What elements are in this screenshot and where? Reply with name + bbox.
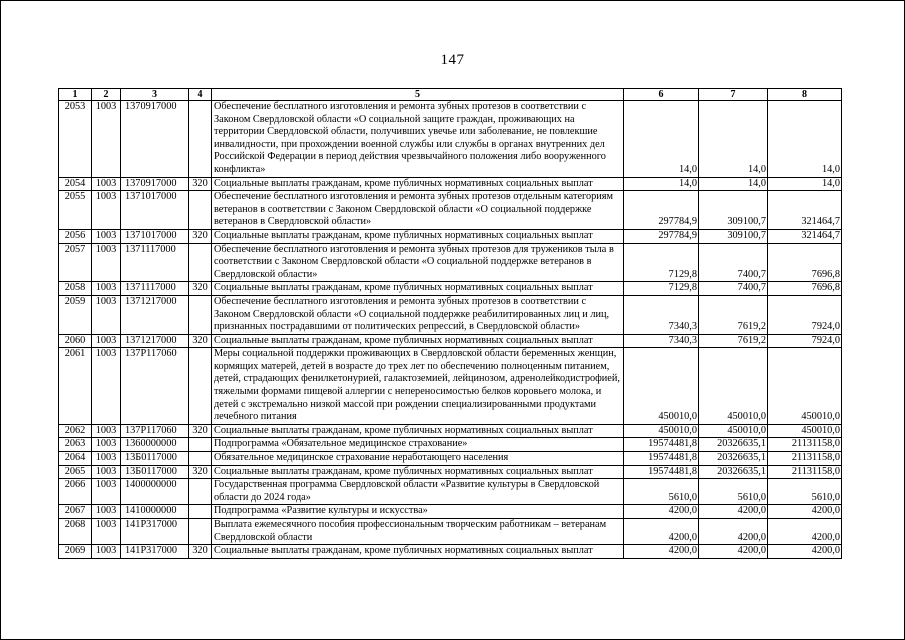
- table-row: [59, 438, 842, 452]
- description-cell: Выплата ежемесячного пособия профессиональным творческим работникам – ветеранам Свердловской области: [212, 519, 624, 545]
- amount-year3-cell: 450010,0: [768, 348, 842, 425]
- row-number-cell: 2063: [59, 438, 92, 452]
- amount-year1-cell: 297784,9: [624, 229, 699, 243]
- description-cell: Подпрограмма «Развитие культуры и искусства»: [212, 505, 624, 519]
- section-code-cell: 1003: [92, 348, 121, 425]
- row-number-cell: 2065: [59, 465, 92, 479]
- row-number-cell: 2055: [59, 191, 92, 230]
- section-code-cell: 1003: [92, 191, 121, 230]
- table-row: [59, 519, 842, 545]
- amount-year3-cell: 7696,8: [768, 243, 842, 282]
- amount-year1-cell: 7340,3: [624, 334, 699, 348]
- amount-year3-cell: 7924,0: [768, 295, 842, 334]
- section-code-cell: 1003: [92, 243, 121, 282]
- amount-year2-cell: 4200,0: [699, 545, 768, 559]
- target-article-cell: 1371217000: [121, 334, 189, 348]
- amount-year3-cell: 21131158,0: [768, 438, 842, 452]
- table-row: [59, 348, 842, 425]
- amount-year1-cell: 5610,0: [624, 479, 699, 505]
- target-article-cell: 141P317000: [121, 545, 189, 559]
- row-number-cell: 2067: [59, 505, 92, 519]
- amount-year2-cell: 20326635,1: [699, 438, 768, 452]
- section-code-cell: 1003: [92, 424, 121, 438]
- amount-year1-cell: 4200,0: [624, 519, 699, 545]
- row-number-cell: 2066: [59, 479, 92, 505]
- expense-type-cell: 320: [189, 177, 212, 191]
- target-article-cell: 1360000000: [121, 438, 189, 452]
- amount-year2-cell: 7619,2: [699, 334, 768, 348]
- amount-year3-cell: 21131158,0: [768, 465, 842, 479]
- description-cell: Обеспечение бесплатного изготовления и ремонта зубных протезов в соответствии с Законом Свердловской области «О социальной защите граждан, проживающих на территории Свердловской области, получивших увечье или заболевание, не повлекшие инвалидности, при прохождении военной службы или службы в органах внутренних дел Российской Федерации в период действия чрезвычайного положения либо вооруженного конфликта»: [212, 101, 624, 178]
- amount-year1-cell: 7129,8: [624, 282, 699, 296]
- amount-year1-cell: 4200,0: [624, 505, 699, 519]
- description-cell: Обеспечение бесплатного изготовления и ремонта зубных протезов для тружеников тыла в соответствии с Законом Свердловской области «О социальной поддержке ветеранов в Свердловской области»: [212, 243, 624, 282]
- table-row: [59, 101, 842, 178]
- row-number-cell: 2059: [59, 295, 92, 334]
- row-number-cell: 2069: [59, 545, 92, 559]
- description-cell: Социальные выплаты гражданам, кроме публичных нормативных социальных выплат: [212, 545, 624, 559]
- header-cell: 7: [699, 89, 768, 101]
- target-article-cell: 1371017000: [121, 229, 189, 243]
- amount-year1-cell: 14,0: [624, 101, 699, 178]
- amount-year2-cell: 4200,0: [699, 519, 768, 545]
- page-number: 147: [440, 52, 465, 68]
- amount-year1-cell: 7340,3: [624, 295, 699, 334]
- table-row: [59, 424, 842, 438]
- target-article-cell: 1400000000: [121, 479, 189, 505]
- target-article-cell: 1410000000: [121, 505, 189, 519]
- amount-year3-cell: 14,0: [768, 177, 842, 191]
- table-row: [59, 295, 842, 334]
- section-code-cell: 1003: [92, 334, 121, 348]
- section-code-cell: 1003: [92, 438, 121, 452]
- expense-type-cell: 320: [189, 545, 212, 559]
- table-row: [59, 334, 842, 348]
- section-code-cell: 1003: [92, 229, 121, 243]
- table-row: [59, 229, 842, 243]
- amount-year3-cell: 450010,0: [768, 424, 842, 438]
- section-code-cell: 1003: [92, 479, 121, 505]
- description-cell: Социальные выплаты гражданам, кроме публичных нормативных социальных выплат: [212, 282, 624, 296]
- amount-year1-cell: 14,0: [624, 177, 699, 191]
- target-article-cell: 1371117000: [121, 243, 189, 282]
- table-row: [59, 243, 842, 282]
- amount-year2-cell: 20326635,1: [699, 465, 768, 479]
- expense-type-cell: [189, 191, 212, 230]
- amount-year1-cell: 19574481,8: [624, 438, 699, 452]
- target-article-cell: 1370917000: [121, 101, 189, 178]
- expense-type-cell: [189, 479, 212, 505]
- amount-year3-cell: 321464,7: [768, 191, 842, 230]
- section-code-cell: 1003: [92, 519, 121, 545]
- target-article-cell: 141P317000: [121, 519, 189, 545]
- expense-type-cell: [189, 505, 212, 519]
- amount-year1-cell: 7129,8: [624, 243, 699, 282]
- target-article-cell: 137P117060: [121, 348, 189, 425]
- amount-year3-cell: 7924,0: [768, 334, 842, 348]
- amount-year1-cell: 450010,0: [624, 348, 699, 425]
- description-cell: Социальные выплаты гражданам, кроме публичных нормативных социальных выплат: [212, 177, 624, 191]
- row-number-cell: 2064: [59, 452, 92, 466]
- description-cell: Социальные выплаты гражданам, кроме публичных нормативных социальных выплат: [212, 424, 624, 438]
- section-code-cell: 1003: [92, 177, 121, 191]
- section-code-cell: 1003: [92, 101, 121, 178]
- description-cell: Обязательное медицинское страхование неработающего населения: [212, 452, 624, 466]
- section-code-cell: 1003: [92, 505, 121, 519]
- amount-year3-cell: 14,0: [768, 101, 842, 178]
- amount-year3-cell: 7696,8: [768, 282, 842, 296]
- table-row: [59, 465, 842, 479]
- description-cell: Социальные выплаты гражданам, кроме публичных нормативных социальных выплат: [212, 334, 624, 348]
- row-number-cell: 2056: [59, 229, 92, 243]
- expense-type-cell: [189, 438, 212, 452]
- table-row: [59, 479, 842, 505]
- row-number-cell: 2053: [59, 101, 92, 178]
- amount-year1-cell: 19574481,8: [624, 465, 699, 479]
- row-number-cell: 2057: [59, 243, 92, 282]
- header-cell: 4: [189, 89, 212, 101]
- section-code-cell: 1003: [92, 452, 121, 466]
- amount-year2-cell: 309100,7: [699, 229, 768, 243]
- description-cell: Меры социальной поддержки проживающих в Свердловской области беременных женщин, кормящих матерей, детей в возрасте до трех лет по обеспечению полноценным питанием, детей, страдающих фенилкетонурией, галактоземией, лейцинозом, адренолейкодистрофией, тяжелыми формами пищевой аллергии с непереносимостью белков коровьего молока, и детей с экстремально низкой массой при рождении специализированными продуктами лечебного питания: [212, 348, 624, 425]
- row-number-cell: 2058: [59, 282, 92, 296]
- amount-year3-cell: 4200,0: [768, 545, 842, 559]
- description-cell: Государственная программа Свердловской области «Развитие культуры в Свердловской области до 2024 года»: [212, 479, 624, 505]
- amount-year2-cell: 450010,0: [699, 348, 768, 425]
- target-article-cell: 1370917000: [121, 177, 189, 191]
- target-article-cell: 13Б0117000: [121, 465, 189, 479]
- header-cell: 3: [121, 89, 189, 101]
- amount-year2-cell: 7400,7: [699, 243, 768, 282]
- expense-type-cell: [189, 452, 212, 466]
- row-number-cell: 2068: [59, 519, 92, 545]
- expense-type-cell: [189, 519, 212, 545]
- amount-year2-cell: 7619,2: [699, 295, 768, 334]
- expense-type-cell: [189, 295, 212, 334]
- amount-year2-cell: 4200,0: [699, 505, 768, 519]
- budget-table: [58, 88, 842, 559]
- header-cell: 1: [59, 89, 92, 101]
- expense-type-cell: [189, 101, 212, 178]
- expense-type-cell: 320: [189, 282, 212, 296]
- description-cell: Подпрограмма «Обязательное медицинское страхование»: [212, 438, 624, 452]
- description-cell: Социальные выплаты гражданам, кроме публичных нормативных социальных выплат: [212, 465, 624, 479]
- table-body: [59, 101, 842, 559]
- target-article-cell: 1371117000: [121, 282, 189, 296]
- section-code-cell: 1003: [92, 545, 121, 559]
- expense-type-cell: 320: [189, 229, 212, 243]
- amount-year2-cell: 450010,0: [699, 424, 768, 438]
- row-number-cell: 2060: [59, 334, 92, 348]
- header-row: [59, 89, 842, 101]
- table-row: [59, 282, 842, 296]
- expense-type-cell: 320: [189, 334, 212, 348]
- row-number-cell: 2062: [59, 424, 92, 438]
- amount-year3-cell: 321464,7: [768, 229, 842, 243]
- description-cell: Социальные выплаты гражданам, кроме публичных нормативных социальных выплат: [212, 229, 624, 243]
- amount-year3-cell: 4200,0: [768, 505, 842, 519]
- table-row: [59, 177, 842, 191]
- header-cell: 6: [624, 89, 699, 101]
- amount-year1-cell: 297784,9: [624, 191, 699, 230]
- header-cell: 5: [212, 89, 624, 101]
- amount-year1-cell: 19574481,8: [624, 452, 699, 466]
- amount-year2-cell: 7400,7: [699, 282, 768, 296]
- amount-year2-cell: 14,0: [699, 101, 768, 178]
- target-article-cell: 137P117060: [121, 424, 189, 438]
- amount-year3-cell: 21131158,0: [768, 452, 842, 466]
- description-cell: Обеспечение бесплатного изготовления и ремонта зубных протезов отдельным категориям ветеранов в соответствии с Законом Свердловской области «О социальной поддержке ветеранов в Свердловской области»: [212, 191, 624, 230]
- row-number-cell: 2054: [59, 177, 92, 191]
- amount-year3-cell: 4200,0: [768, 519, 842, 545]
- table-row: [59, 191, 842, 230]
- target-article-cell: 1371217000: [121, 295, 189, 334]
- expense-type-cell: 320: [189, 465, 212, 479]
- expense-type-cell: [189, 243, 212, 282]
- row-number-cell: 2061: [59, 348, 92, 425]
- amount-year1-cell: 450010,0: [624, 424, 699, 438]
- table-row: [59, 545, 842, 559]
- target-article-cell: 13Б0117000: [121, 452, 189, 466]
- header-cell: 2: [92, 89, 121, 101]
- target-article-cell: 1371017000: [121, 191, 189, 230]
- amount-year2-cell: 14,0: [699, 177, 768, 191]
- section-code-cell: 1003: [92, 295, 121, 334]
- section-code-cell: 1003: [92, 465, 121, 479]
- expense-type-cell: 320: [189, 424, 212, 438]
- amount-year2-cell: 309100,7: [699, 191, 768, 230]
- amount-year2-cell: 5610,0: [699, 479, 768, 505]
- header-cell: 8: [768, 89, 842, 101]
- description-cell: Обеспечение бесплатного изготовления и ремонта зубных протезов в соответствии с Законом Свердловской области «О социальной поддержке реабилитированных лиц и лиц, признанных пострадавшими от политических репрессий, в Свердловской области»: [212, 295, 624, 334]
- table-row: [59, 505, 842, 519]
- expense-type-cell: [189, 348, 212, 425]
- amount-year3-cell: 5610,0: [768, 479, 842, 505]
- section-code-cell: 1003: [92, 282, 121, 296]
- amount-year1-cell: 4200,0: [624, 545, 699, 559]
- table-row: [59, 452, 842, 466]
- amount-year2-cell: 20326635,1: [699, 452, 768, 466]
